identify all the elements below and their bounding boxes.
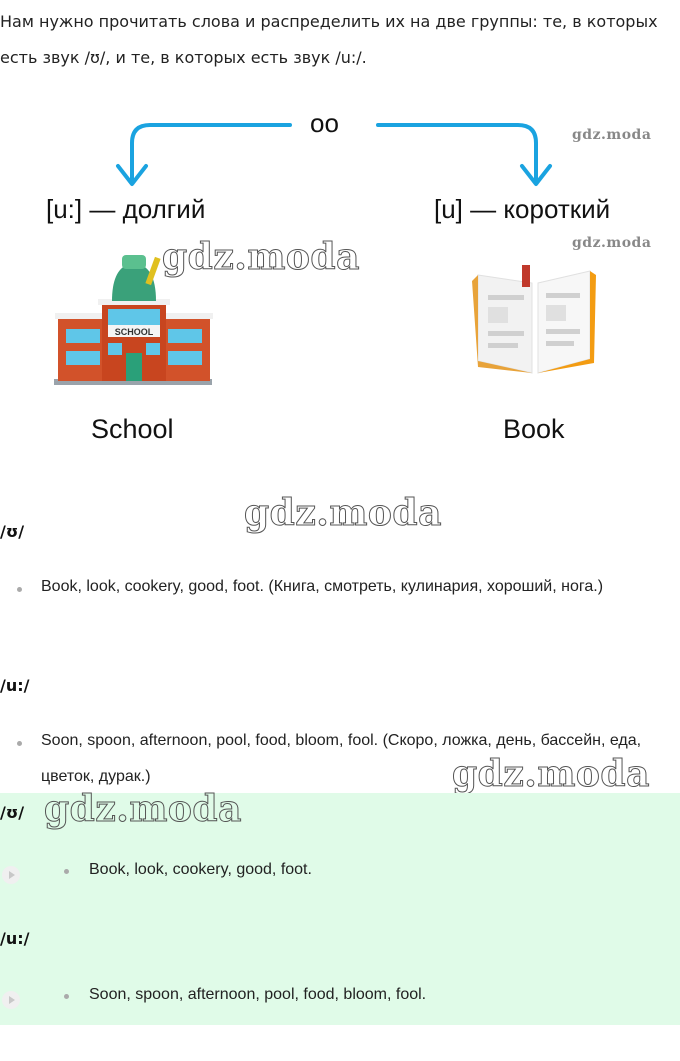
- watermark: gdz.moda: [452, 753, 650, 795]
- school-building-image: [50, 255, 215, 385]
- bullet-dot: [64, 869, 69, 874]
- oo-diagram: [0, 90, 680, 470]
- short-sound-heading: /ʊ/: [0, 803, 25, 822]
- long-sound-words: Soon, spoon, afternoon, pool, food, bloom, fool.: [89, 986, 427, 1003]
- short-sound-words: Book, look, cookery, good, foot. (Книга, смотреть, кулинария, хороший, нога.): [41, 578, 604, 595]
- intro-paragraph: Нам нужно прочитать слова и распределить их на две группы: те, в которых есть звук /ʊ/, и те, в которых есть звук /u:/.: [0, 12, 658, 67]
- short-sound-words: Book, look, cookery, good, foot.: [89, 861, 312, 878]
- play-icon[interactable]: [2, 991, 20, 1009]
- long-sound-words: Soon, spoon, afternoon, pool, food, bloom, fool. (Скоро, ложка, день, бассейн, еда, цветок, дурак.): [41, 732, 642, 785]
- bullet-dot: [64, 994, 69, 999]
- open-book-image: [470, 265, 600, 375]
- watermark: gdz.moda: [572, 127, 652, 143]
- watermark: gdz.moda: [572, 235, 652, 251]
- school-sign-text: SCHOOL: [114, 327, 154, 337]
- long-sound-label: [u:] — долгий: [46, 194, 206, 224]
- long-sound-heading: /u:/: [0, 676, 30, 695]
- long-sound-heading: /u:/: [0, 929, 30, 948]
- play-icon[interactable]: [2, 866, 20, 884]
- word-school: School: [91, 414, 174, 444]
- watermark: gdz.moda: [162, 236, 360, 278]
- arrows-graphic: [0, 90, 680, 210]
- bullet-dot: [17, 587, 22, 592]
- center-oo-label: oo: [310, 108, 339, 138]
- bullet-dot: [17, 741, 22, 746]
- word-book: Book: [503, 414, 565, 444]
- short-sound-heading: /ʊ/: [0, 522, 25, 541]
- watermark: gdz.moda: [244, 492, 442, 534]
- short-sound-label: [u] — короткий: [434, 194, 611, 224]
